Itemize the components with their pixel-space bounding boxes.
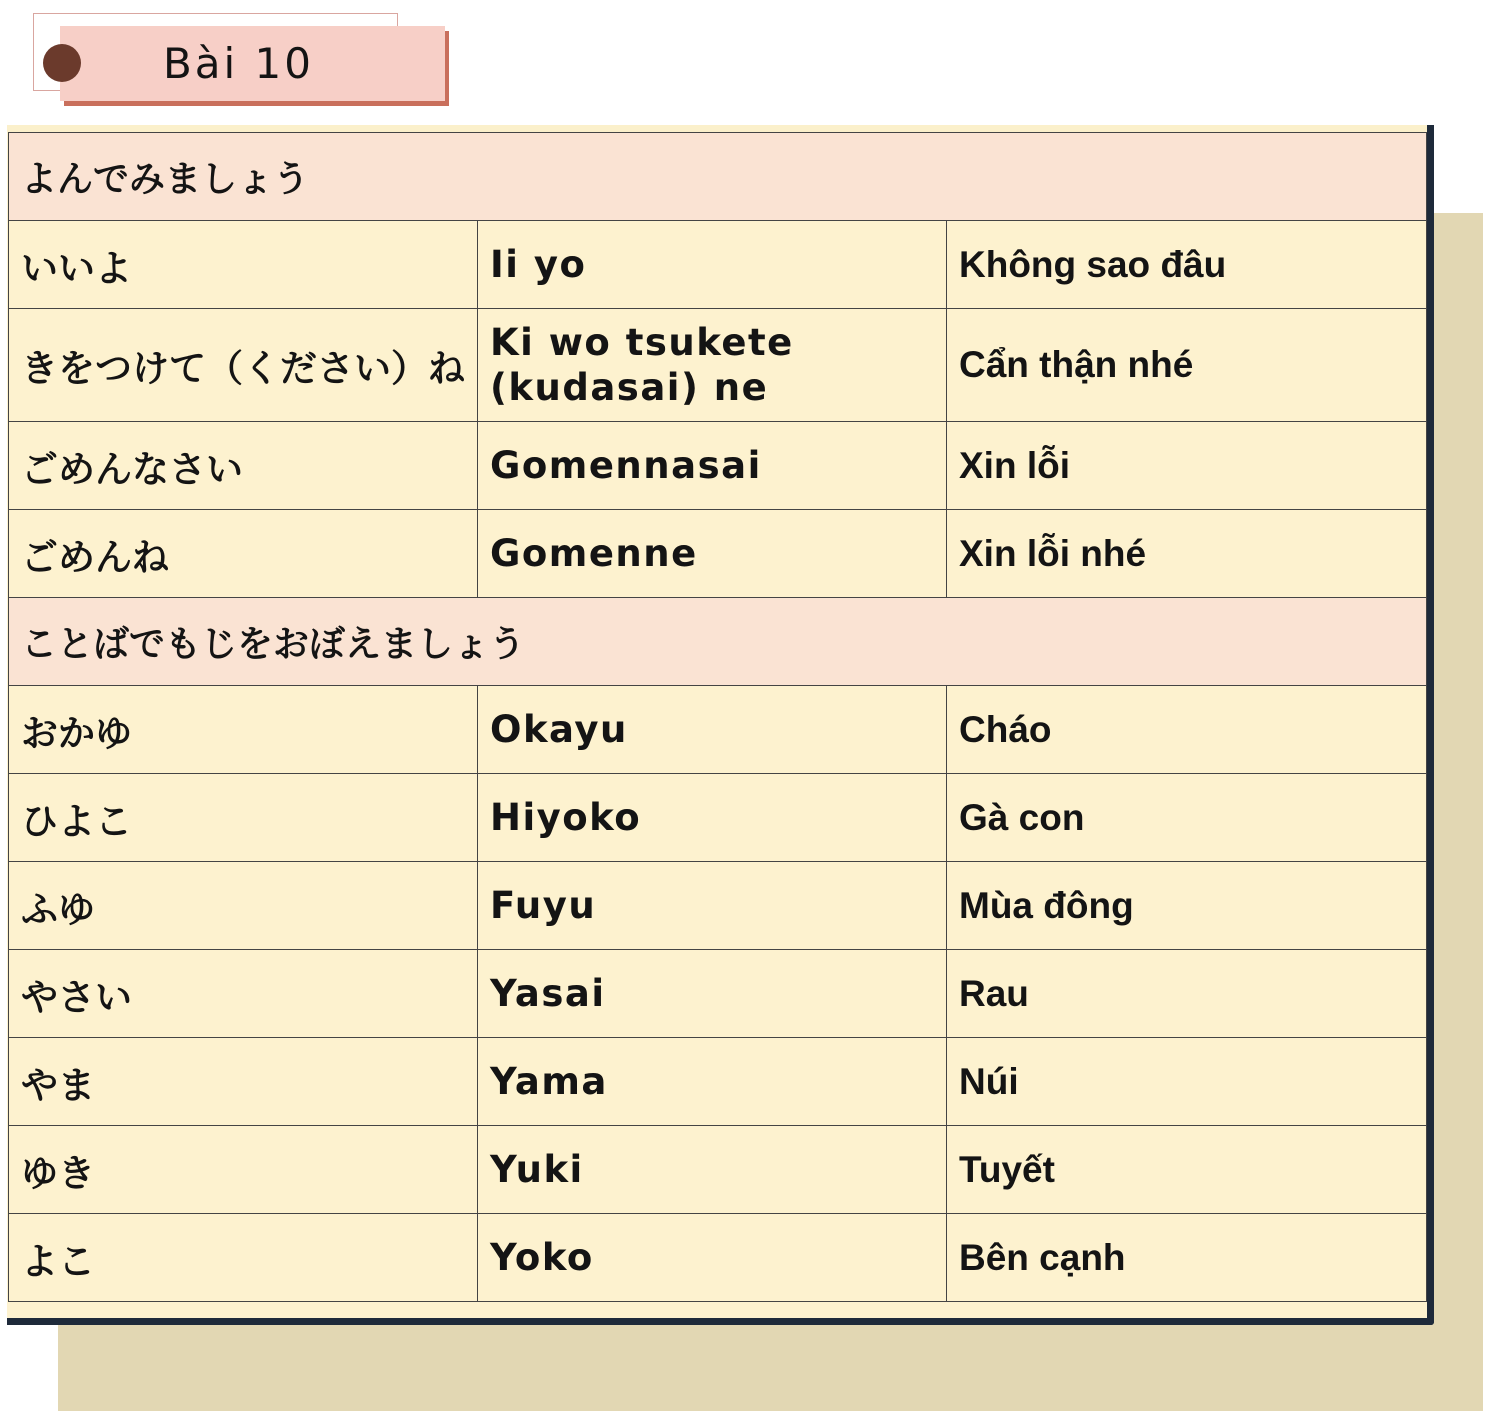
table-row [9,686,1427,774]
vietnamese-cell: Mùa đông [947,862,1427,950]
section-header-row [9,133,1427,221]
lesson-tag [60,26,445,101]
table-row [9,309,1427,422]
vietnamese-cell: Không sao đâu [947,221,1427,309]
lesson-title: Bài 10 [162,39,314,88]
japanese-cell: ゆき [9,1126,478,1214]
section-heading: ことばでもじをおぼえましょう [9,598,1427,686]
romaji-cell: Ki wo tsukete (kudasai) ne [478,309,947,422]
table-row [9,950,1427,1038]
japanese-cell: やさい [9,950,478,1038]
japanese-cell: やま [9,1038,478,1126]
table-row [9,221,1427,309]
bullet-dot-icon [43,44,81,82]
romaji-cell: Yoko [478,1214,947,1302]
table-row [9,422,1427,510]
romaji-cell: Yasai [478,950,947,1038]
romaji-cell: Gomennasai [478,422,947,510]
vietnamese-cell: Cháo [947,686,1427,774]
table-row [9,1126,1427,1214]
vietnamese-cell: Xin lỗi [947,422,1427,510]
romaji-cell: Ii yo [478,221,947,309]
vietnamese-cell: Rau [947,950,1427,1038]
japanese-cell: ふゆ [9,862,478,950]
romaji-cell: Hiyoko [478,774,947,862]
table-row [9,862,1427,950]
japanese-cell: おかゆ [9,686,478,774]
table-row [9,1038,1427,1126]
japanese-cell: きをつけて（ください）ね [9,309,478,422]
romaji-cell: Gomenne [478,510,947,598]
japanese-cell: いいよ [9,221,478,309]
vietnamese-cell: Xin lỗi nhé [947,510,1427,598]
vietnamese-cell: Gà con [947,774,1427,862]
vietnamese-cell: Núi [947,1038,1427,1126]
japanese-cell: ひよこ [9,774,478,862]
romaji-cell: Fuyu [478,862,947,950]
vietnamese-cell: Cẩn thận nhé [947,309,1427,422]
romaji-cell: Yama [478,1038,947,1126]
japanese-cell: よこ [9,1214,478,1302]
section-heading: よんでみましょう [9,133,1427,221]
section-header-row [9,598,1427,686]
table-row [9,1214,1427,1302]
vocabulary-table [8,132,1427,1302]
table-row [9,510,1427,598]
vietnamese-cell: Bên cạnh [947,1214,1427,1302]
vocabulary-card [7,125,1434,1325]
japanese-cell: ごめんなさい [9,422,478,510]
table-row [9,774,1427,862]
romaji-cell: Yuki [478,1126,947,1214]
japanese-cell: ごめんね [9,510,478,598]
romaji-cell: Okayu [478,686,947,774]
vietnamese-cell: Tuyết [947,1126,1427,1214]
